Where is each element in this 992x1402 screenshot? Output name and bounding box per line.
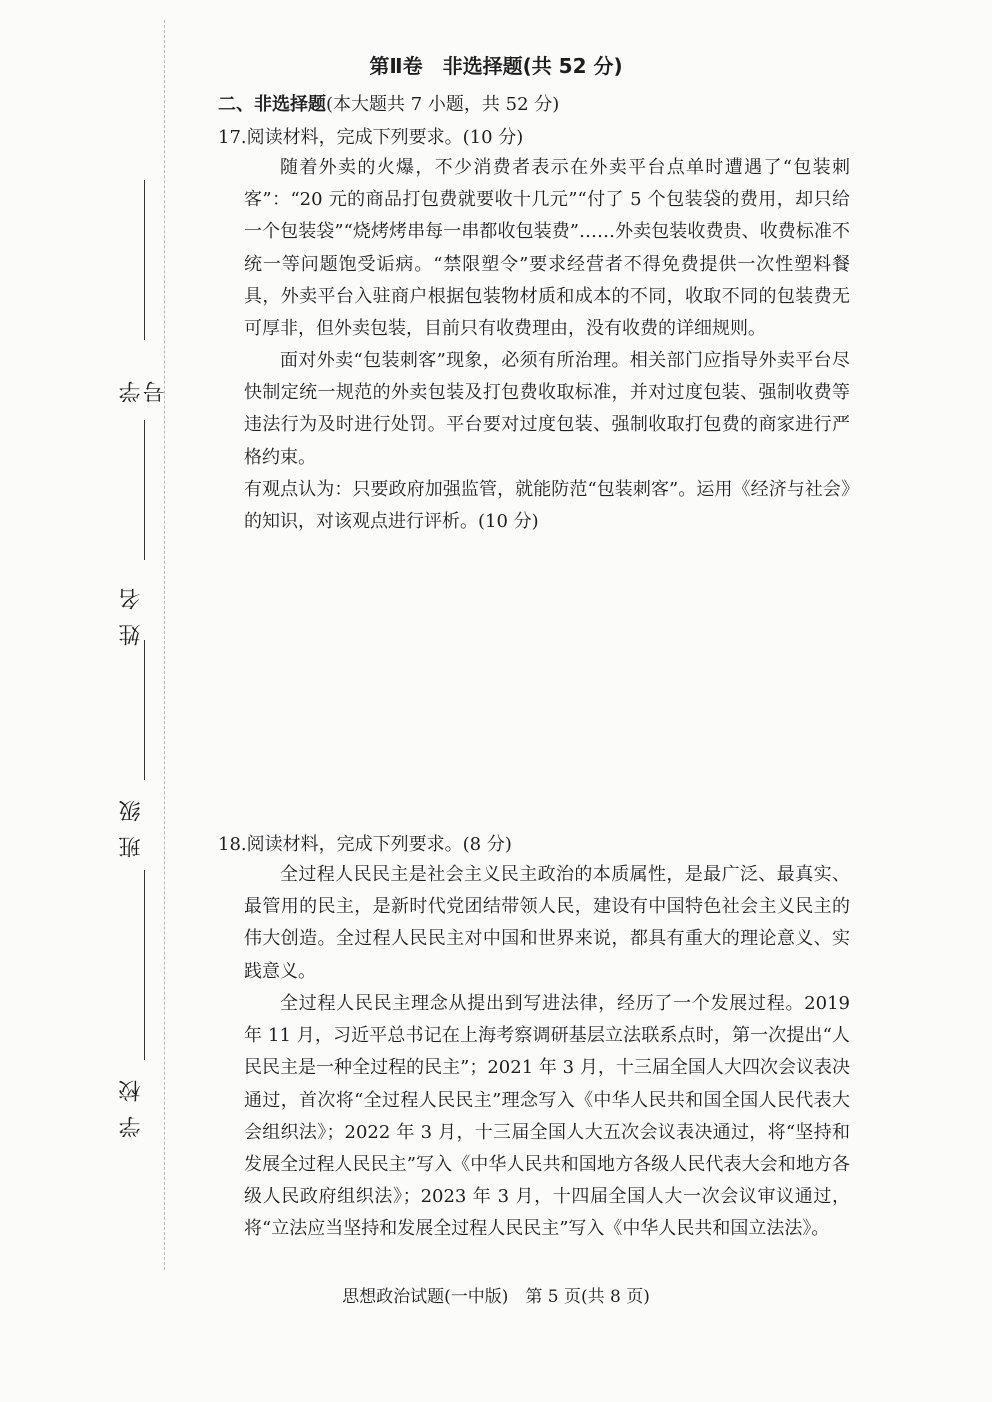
part-title: 第Ⅱ卷 非选择题(共 52 分) xyxy=(369,54,623,78)
q17-paragraph-1: 随着外卖的火爆，不少消费者表示在外卖平台点单时遭遇了“包装刺客”：“20 元的商品打包费就要收十几元”“付了 5 个包装袋的费用，却只给一个包装袋”“烧烤烤串每一串都收包装费”……外卖包装收费贵、收费标准不统一等问题饱受诟病。“禁限塑令”要求经营者不得免费提供一次性塑料餐具，外卖平台入驻商户根据包装物材质和成本的不同，收取不同的包装费无可厚非，但外卖包装，目前只有收费理由，没有收费的详细规则。 xyxy=(244,157,850,340)
q18-paragraph-2: 全过程人民民主理念从提出到写进法律，经历了一个发展过程。2019 年 11 月，习近平总书记在上海考察调研基层立法联系点时，第一次提出“人民民主是一种全过程的民主”；2021 年 3 月，十三届全国人大四次会议表决通过，首次将“全过程人民民主”理念写入《中华人民共和国全国人民代表大会组织法》；2022 年 3 月，十三届全国人大五次会议表决通过，将“坚持和发展全过程人民民主”写入《中华人民共和国地方各级人民代表大会和地方各级人民政府组织法》；2023 年 3 月，十四届全国人大一次会议审议通过，将“立法应当坚持和发展全过程人民民主”写入《中华人民共和国立法法》。 xyxy=(244,993,850,1240)
section-label: 二、非选择题 xyxy=(218,94,326,115)
class-rule xyxy=(144,640,145,780)
student-id-field xyxy=(119,180,169,420)
name-rule xyxy=(144,420,145,560)
student-id-rule xyxy=(144,180,145,340)
page-footer: 思想政治试题(一中版) 第 5 页(共 8 页) xyxy=(342,1287,650,1307)
class-label: 班级 xyxy=(119,786,144,859)
name-field xyxy=(120,420,160,660)
school-label: 学校 xyxy=(119,1066,144,1139)
q17-heading: 17.阅读材料，完成下列要求。(10 分) xyxy=(218,127,524,148)
q18-heading: 18.阅读材料，完成下列要求。(8 分) xyxy=(218,834,512,855)
school-rule xyxy=(144,870,145,1060)
school-field xyxy=(120,870,160,1140)
q18-paragraph-1: 全过程人民民主是社会主义民主政治的本质属性，是最广泛、最真实、最管用的民主，是新时代党团结带领人民，建设有中国特色社会主义民主的伟大创造。全过程人民民主对中国和世界来说，都具有重大的理论意义、实践意义。 xyxy=(244,864,850,982)
binding-dashed-line xyxy=(164,20,165,1270)
q17-paragraph-2: 面对外卖“包装刺客”现象，必须有所治理。相关部门应指导外卖平台尽快制定统一规范的外卖包装及打包费收取标准，并对过度包装、强制收费等违法行为及时进行处罚。平台要对过度包装、强制收取打包费的商家进行严格约束。 xyxy=(244,350,850,468)
section-heading xyxy=(218,90,559,116)
name-label: 姓名 xyxy=(119,574,144,646)
student-id-label: 学号 xyxy=(119,367,169,403)
class-field xyxy=(120,640,160,860)
q17-task: 有观点认为：只要政府加强监管，就能防范“包装刺客”。运用《经济与社会》的知识，对该观点进行评析。(10 分) xyxy=(244,479,850,533)
section-note: (本大题共 7 小题，共 52 分) xyxy=(326,94,560,115)
